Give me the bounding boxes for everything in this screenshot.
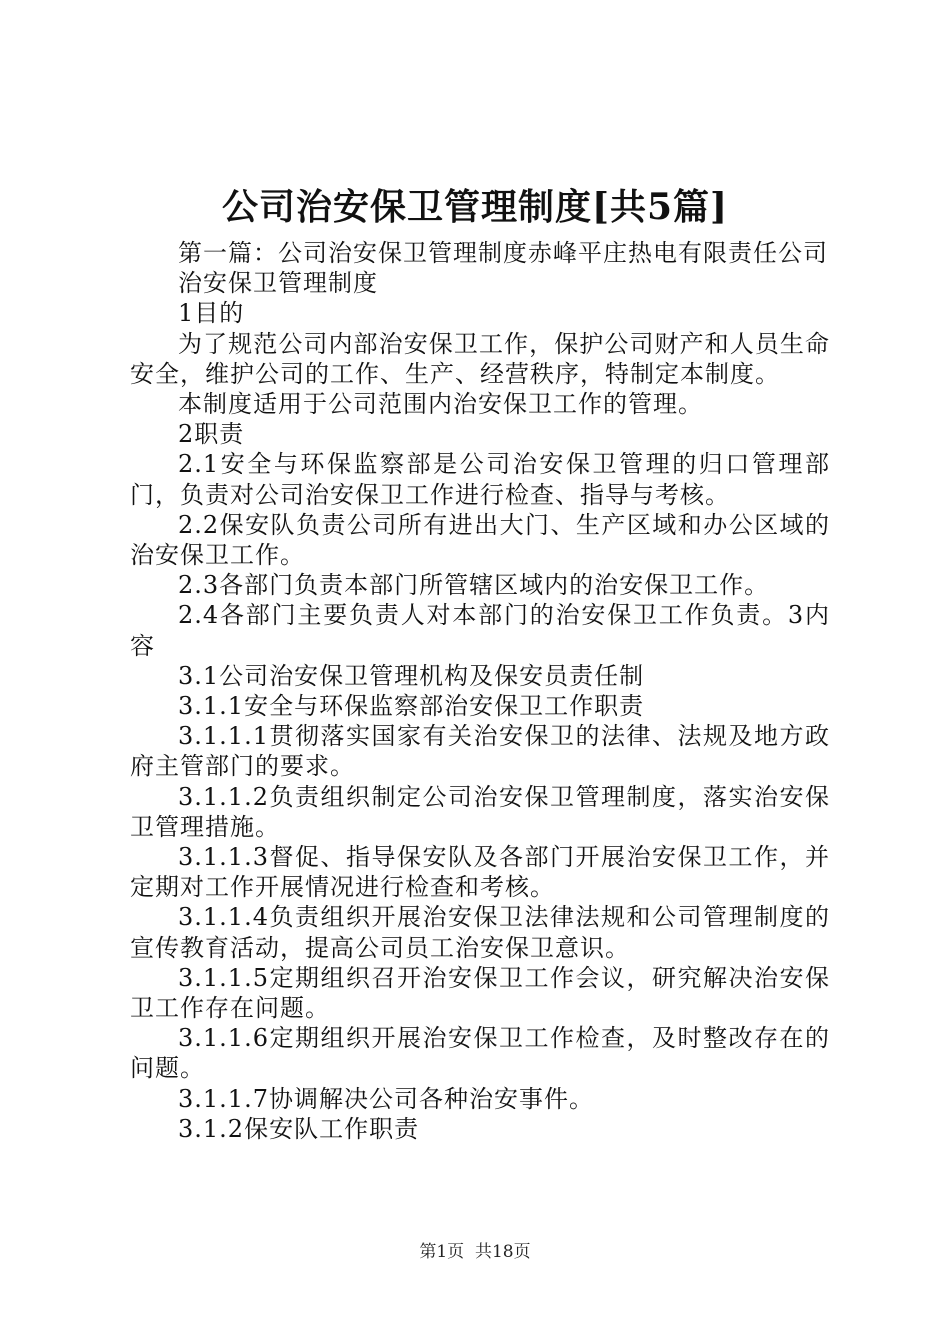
paragraph-7: 2.1安全与环保监察部是公司治安保卫管理的归口管理部门，负责对公司治安保卫工作进行检查、指导与考核。 <box>130 450 830 509</box>
paragraph-9: 2.3各部门负责本部门所管辖区域内的治安保卫工作。 <box>178 571 770 600</box>
paragraph-6: 2职责 <box>178 420 245 449</box>
document-title: 公司治安保卫管理制度[共5篇] <box>221 186 729 228</box>
paragraph-12: 3.1.1安全与环保监察部治安保卫工作职责 <box>178 692 645 721</box>
document-body <box>130 238 830 1144</box>
paragraph-11: 3.1公司治安保卫管理机构及保安员责任制 <box>178 661 645 690</box>
paragraph-2: 治安保卫管理制度 <box>178 269 378 298</box>
paragraph-8: 2.2保安队负责公司所有进出大门、生产区域和办公区域的治安保卫工作。 <box>130 510 830 570</box>
paragraph-4: 为了规范公司内部治安保卫工作，保护公司财产和人员生命安全，维护公司的工作、生产、经营秩序，特制定本制度。 <box>130 329 830 388</box>
paragraph-14: 3.1.1.2负责组织制定公司治安保卫管理制度，落实治安保卫管理措施。 <box>130 782 830 841</box>
paragraph-15: 3.1.1.3督促、指导保安队及各部门开展治安保卫工作，并定期对工作开展情况进行检查和考核。 <box>130 843 830 902</box>
paragraph-10: 2.4各部门主要负责人对本部门的治安保卫工作负责。3内容 <box>130 601 830 660</box>
paragraph-19: 3.1.1.7协调解决公司各种治安事件。 <box>178 1084 594 1113</box>
paragraph-3: 1目的 <box>178 299 245 328</box>
paragraph-20: 3.1.2保安队工作职责 <box>178 1114 420 1143</box>
paragraph-17: 3.1.1.5定期组织召开治安保卫工作会议，研究解决治安保卫工作存在问题。 <box>130 963 830 1023</box>
paragraph-18: 3.1.1.6定期组织开展治安保卫工作检查，及时整改存在的问题。 <box>130 1024 830 1083</box>
paragraph-5: 本制度适用于公司范围内治安保卫工作的管理。 <box>178 390 703 419</box>
page-number-footer: 第1页 共18页 <box>419 1242 531 1262</box>
paragraph-13: 3.1.1.1贯彻落实国家有关治安保卫的法律、法规及地方政府主管部门的要求。 <box>130 722 830 781</box>
paragraph-1: 第一篇：公司治安保卫管理制度赤峰平庄热电有限责任公司 <box>178 239 828 267</box>
paragraph-16: 3.1.1.4负责组织开展治安保卫法律法规和公司管理制度的宣传教育活动，提高公司员工治安保卫意识。 <box>130 903 830 962</box>
